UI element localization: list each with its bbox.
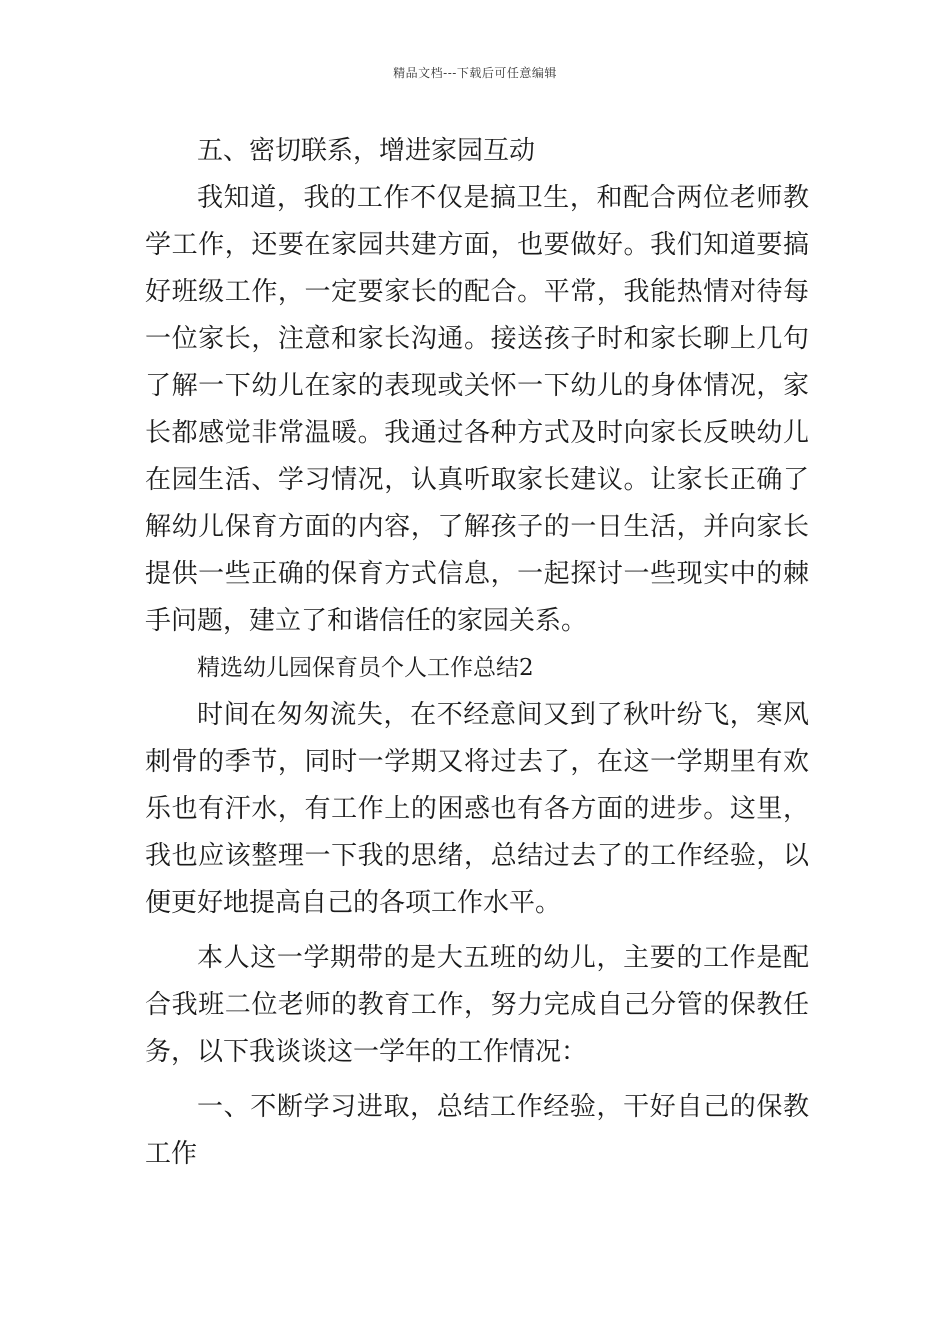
paragraph-line: 学工作，还要在家园共建方面，也要做好。我们知道要搞 [145,230,809,260]
paragraph-line: 解幼儿保育方面的内容，了解孩子的一日生活，并向家长 [145,512,809,542]
paragraph-gap [145,927,809,935]
paragraph-line: 时间在匆匆流失，在不经意间又到了秋叶纷飞，寒风 [197,700,809,730]
paragraph-line: 本人这一学期带的是大五班的幼儿，主要的工作是配 [197,943,809,973]
document-body [145,128,809,1178]
section-heading: 一、不断学习进取，总结工作经验，干好自己的保教 [197,1092,809,1122]
paragraph-line: 我也应该整理一下我的思绪，总结过去了的工作经验，以 [145,841,809,871]
paragraph-line: 合我班二位老师的教育工作，努力完成自己分管的保教任 [145,990,809,1020]
paragraph-line: 一位家长，注意和家长沟通。接送孩子时和家长聊上几句 [145,324,809,354]
paragraph-line: 便更好地提高自己的各项工作水平。 [145,888,562,918]
paragraph-gap [145,1076,809,1084]
paragraph-line: 好班级工作，一定要家长的配合。平常，我能热情对待每 [145,277,809,307]
paragraph-line: 刺骨的季节，同时一学期又将过去了，在这一学期里有欢 [145,747,809,777]
article-title: 精选幼儿园保育员个人工作总结2 [197,655,534,681]
paragraph-line: 提供一些正确的保育方式信息，一起探讨一些现实中的棘 [145,559,809,589]
page-header: 精品文档---下载后可任意编辑 [393,66,557,80]
paragraph-line: 务，以下我谈谈这一学年的工作情况： [145,1037,588,1067]
paragraph-line: 手问题，建立了和谐信任的家园关系。 [145,606,588,636]
paragraph-line: 在园生活、学习情况，认真听取家长建议。让家长正确了 [145,465,809,495]
paragraph-line: 我知道，我的工作不仅是搞卫生，和配合两位老师教 [197,183,809,213]
paragraph-line: 了解一下幼儿在家的表现或关怀一下幼儿的身体情况，家 [145,371,809,401]
paragraph-line: 乐也有汗水，有工作上的困惑也有各方面的进步。这里， [145,794,809,824]
section-heading-continued: 工作 [145,1139,198,1169]
section-heading: 五、密切联系，增进家园互动 [197,136,536,166]
paragraph-line: 长都感觉非常温暖。我通过各种方式及时向家长反映幼儿 [145,418,809,448]
